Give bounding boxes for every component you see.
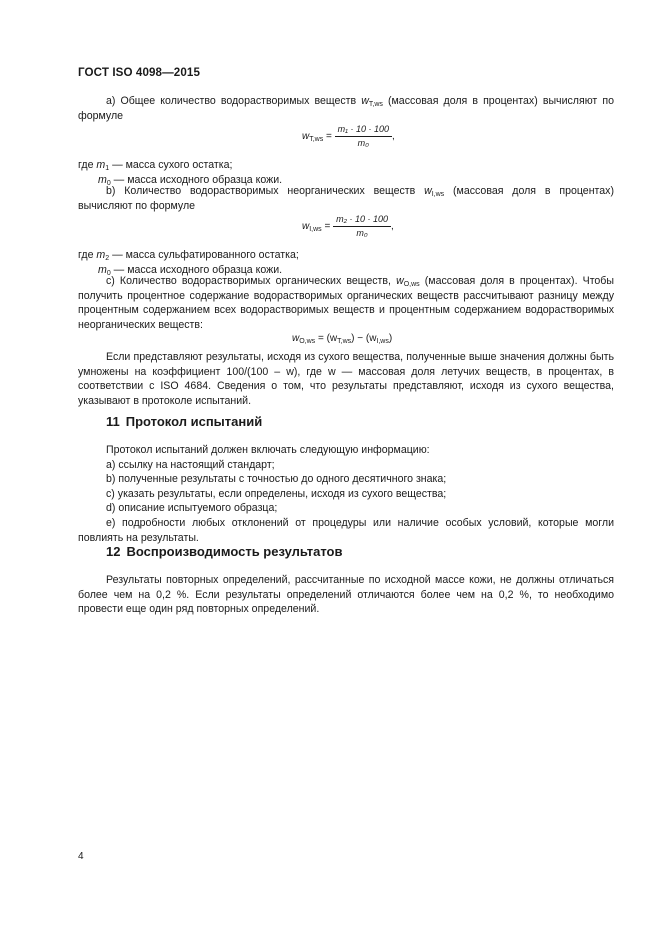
formula-organic-sub2: T,ws	[337, 338, 352, 345]
paragraph-a-subscript: T,ws	[368, 101, 383, 108]
section-11-number: 11	[106, 414, 120, 429]
formula-organic-part1: = (w	[315, 333, 338, 344]
paragraph-a-text-cont: (массовая доля в процентах) вычисляют по формуле	[78, 95, 614, 122]
section-11-title: Протокол испытаний	[125, 414, 263, 429]
document-header: ГОСТ ISO 4098—2015	[78, 66, 200, 79]
formula-total-fraction	[335, 124, 392, 149]
where-2b-sub: 0	[106, 269, 111, 277]
where-2b-text: — масса исходного образца кожи.	[110, 263, 283, 276]
where-1-text: — масса сухого остатка;	[109, 159, 233, 171]
where-2-text: — масса сульфатированного остатка;	[109, 249, 299, 261]
where-2-prefix: где	[78, 249, 97, 261]
formula-inorganic-tail: ,	[391, 221, 394, 233]
formula-inorganic-numerator: m₂ · 10 · 100	[333, 214, 391, 227]
section-12-heading	[106, 545, 343, 560]
paragraph-c-symbol: w	[396, 275, 404, 287]
paragraph-dry-basis: Если представляют результаты, исходя из сухого вещества, полученные выше значения должны быть умножены на коэффициент 100/(100 – w), где w — массовая доля летучих веществ, в процентах, в соответствии с ISO 4684. Сведения о том, что результаты представляют, исходя из сухого вещества, указывают в протоколе испытаний.	[78, 351, 614, 407]
paragraph-a-symbol: w	[361, 95, 369, 107]
formula-inorganic-denominator: m₀	[356, 228, 368, 238]
section-12-title: Воспроизводимость результатов	[126, 544, 343, 559]
formula-total	[302, 124, 395, 149]
formula-total-denominator: m₀	[357, 138, 369, 148]
formula-organic-lhs: w	[292, 333, 300, 344]
paragraph-b-text-cont: (массовая доля в процентах) вычисляют по формуле	[78, 185, 614, 212]
formula-inorganic-lhs-sub: I,ws	[309, 226, 322, 234]
paragraph-a	[78, 94, 614, 123]
list-item: d) описание испытуемого образца;	[106, 502, 278, 515]
where-block-2	[78, 248, 614, 277]
formula-total-lhs-sub: T,ws	[309, 136, 324, 144]
page-number: 4	[78, 851, 84, 862]
formula-organic-sub3: I,ws	[376, 338, 389, 345]
list-item: b) полученные результаты с точностью до одного десятичного знака;	[106, 473, 447, 486]
where-2-symbol: m	[96, 249, 106, 261]
formula-organic-lhs-sub: O,ws	[299, 338, 316, 345]
list-item: a) ссылку на настоящий стандарт;	[106, 458, 275, 471]
paragraph-b-symbol: w	[424, 185, 432, 197]
section-11-body	[78, 443, 614, 545]
formula-organic	[292, 332, 392, 347]
where-2-line-1	[78, 248, 614, 263]
formula-total-lhs: w	[302, 131, 310, 143]
section-11-heading	[106, 415, 262, 430]
list-item: e) подробности любых отклонений от процедуры или наличие особых условий, которые могли повлиять на результаты.	[78, 516, 614, 544]
formula-total-numerator: m₁ · 10 · 100	[335, 124, 392, 137]
where-1b-symbol: m	[98, 173, 107, 186]
paragraph-c-text-cont: (массовая доля в процентах). Чтобы получить процентное содержание водорастворимых органических веществ рассчитывают разницу между процентным содержанием всех водорастворимых веществ и процентным содержанием водорастворимых неорганических веществ:	[78, 275, 614, 331]
formula-inorganic-eq: =	[321, 221, 334, 233]
paragraph-c	[78, 274, 614, 332]
formula-organic-part2: ) − (w	[351, 333, 377, 344]
where-1-prefix: где	[78, 159, 97, 171]
formula-inorganic-lhs: w	[302, 221, 310, 233]
paragraph-c-text: c) Количество водорастворимых органических веществ,	[106, 275, 397, 287]
section-11-intro: Протокол испытаний должен включать следующую информацию:	[106, 444, 430, 456]
where-2-sub: 2	[105, 255, 110, 262]
section-12-number: 12	[106, 544, 121, 559]
where-2b-symbol: m	[98, 263, 107, 276]
section-12-body: Результаты повторных определений, рассчитанные по исходной массе кожи, не должны отличаться более чем на 0,2 %. Если результаты определений отличаются более чем на 0,2 %, то необходимо провести еще один ряд повторных определений.	[78, 574, 614, 616]
formula-total-eq: =	[323, 131, 335, 143]
paragraph-a-text: a) Общее количество водорастворимых веществ	[106, 95, 362, 107]
list-item: c) указать результаты, если определены, исходя из сухого вещества;	[106, 487, 447, 500]
where-1b-sub: 0	[106, 179, 111, 187]
where-1-symbol: m	[96, 159, 106, 171]
formula-inorganic-fraction	[333, 214, 391, 239]
paragraph-b-text: b) Количество водорастворимых неорганических веществ	[106, 185, 425, 197]
paragraph-b	[78, 184, 614, 213]
where-block-1	[78, 158, 614, 187]
formula-inorganic	[302, 214, 394, 239]
formula-organic-part3: )	[388, 333, 393, 344]
formula-total-tail: ,	[392, 131, 395, 143]
paragraph-b-subscript: I,ws	[431, 191, 445, 198]
where-1b-text: — масса исходного образца кожи.	[110, 173, 283, 186]
paragraph-c-subscript: O,ws	[403, 281, 420, 288]
where-1-sub: 1	[105, 165, 110, 172]
where-1-line-1	[78, 158, 614, 173]
